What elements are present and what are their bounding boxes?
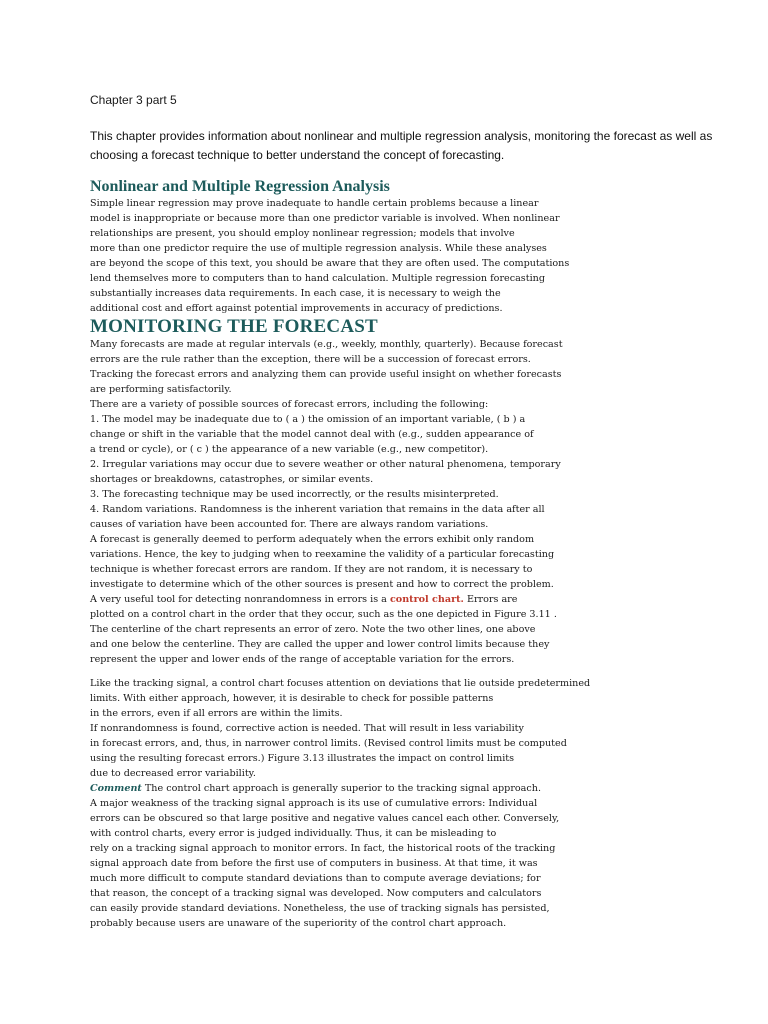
section-heading-nonlinear: Nonlinear and Multiple Regression Analysis xyxy=(90,178,390,195)
text-line: limits. With either approach, however, it is desirable to check for possible patterns xyxy=(90,693,494,704)
text-line: probably because users are unaware of the superiority of the control chart approach. xyxy=(90,918,507,929)
text-line: plotted on a control chart in the order that they occur, such as the one depicted in Figure 3.11 . xyxy=(90,609,557,620)
text-line: a trend or cycle), or ( c ) the appearance of a new variable (e.g., new competitor). xyxy=(90,444,489,455)
chapter-title: Chapter 3 part 5 xyxy=(90,93,177,107)
text-line: Many forecasts are made at regular intervals (e.g., weekly, monthly, quarterly). Because forecast xyxy=(90,339,563,350)
text-line: A forecast is generally deemed to perform adequately when the errors exhibit only random xyxy=(90,534,535,545)
paragraph-gap xyxy=(90,667,730,676)
text-line: signal approach date from before the first use of computers in business. At that time, it was xyxy=(90,858,538,869)
text-line: in the errors, even if all errors are within the limits. xyxy=(90,708,343,719)
text-line: lend themselves more to computers than to hand calculation. Multiple regression forecasting xyxy=(90,273,545,284)
text-line: model is inappropriate or because more than one predictor variable is involved. When nonlinear xyxy=(90,213,560,224)
text-line: errors can be obscured so that large positive and negative values cancel each other. Conversely, xyxy=(90,813,560,824)
text-segment: Errors are xyxy=(463,594,518,605)
control-chart-term: control chart. xyxy=(389,594,464,605)
document-page xyxy=(90,92,730,931)
intro-paragraph: This chapter provides information about nonlinear and multiple regression analysis, monitoring the forecast as well as choosing a forecast technique to better understand the concept of forecasting. xyxy=(90,129,713,162)
text-line: using the resulting forecast errors.) Figure 3.13 illustrates the impact on control limits xyxy=(90,753,515,764)
text-line: represent the upper and lower ends of the range of acceptable variation for the errors. xyxy=(90,654,515,665)
text-line: that reason, the concept of a tracking signal was developed. Now computers and calculators xyxy=(90,888,542,899)
section-body-monitoring xyxy=(90,337,730,931)
text-line: relationships are present, you should employ nonlinear regression; models that involve xyxy=(90,228,515,239)
text-line: causes of variation have been accounted for. There are always random variations. xyxy=(90,519,489,530)
text-line: are performing satisfactorily. xyxy=(90,384,232,395)
section-body-nonlinear xyxy=(90,196,730,316)
text-line: 2. Irregular variations may occur due to severe weather or other natural phenomena, temporary xyxy=(90,459,561,470)
text-line: Like the tracking signal, a control chart focuses attention on deviations that lie outside predetermined xyxy=(90,678,591,689)
comment-label: Comment xyxy=(90,783,142,794)
text-line: are beyond the scope of this text, you should be aware that they are often used. The computations xyxy=(90,258,570,269)
text-line: shortages or breakdowns, catastrophes, or similar events. xyxy=(90,474,374,485)
text-line: change or shift in the variable that the model cannot deal with (e.g., sudden appearance of xyxy=(90,429,534,440)
text-line: rely on a tracking signal approach to monitor errors. In fact, the historical roots of the tracking xyxy=(90,843,556,854)
text-line: in forecast errors, and, thus, in narrower control limits. (Revised control limits must be computed xyxy=(90,738,567,749)
text-line: 4. Random variations. Randomness is the inherent variation that remains in the data after all xyxy=(90,504,545,515)
text-line: Tracking the forecast errors and analyzing them can provide useful insight on whether forecasts xyxy=(90,369,562,380)
text-line: If nonrandomness is found, corrective action is needed. That will result in less variability xyxy=(90,723,524,734)
text-line: 1. The model may be inadequate due to ( a ) the omission of an important variable, ( b ) a xyxy=(90,414,526,425)
text-line: much more difficult to compute standard deviations than to compute average deviations; for xyxy=(90,873,541,884)
text-line: more than one predictor require the use of multiple regression analysis. While these analyses xyxy=(90,243,547,254)
text-line: investigate to determine which of the other sources is present and how to correct the problem. xyxy=(90,579,554,590)
text-line: 3. The forecasting technique may be used incorrectly, or the results misinterpreted. xyxy=(90,489,499,500)
text-line: A major weakness of the tracking signal approach is its use of cumulative errors: Individual xyxy=(90,798,538,809)
text-line: substantially increases data requirements. In each case, it is necessary to weigh the xyxy=(90,288,501,299)
text-line: with control charts, every error is judged individually. Thus, it can be misleading to xyxy=(90,828,497,839)
text-line: due to decreased error variability. xyxy=(90,768,256,779)
text-line: The centerline of the chart represents an error of zero. Note the two other lines, one above xyxy=(90,624,536,635)
text-line: There are a variety of possible sources of forecast errors, including the following: xyxy=(90,399,489,410)
text-segment: The control chart approach is generally superior to the tracking signal approach. xyxy=(141,783,542,794)
section-heading-monitoring: MONITORING THE FORECAST xyxy=(90,316,378,337)
text-line: Simple linear regression may prove inadequate to handle certain problems because a linear xyxy=(90,198,539,209)
text-line: errors are the rule rather than the exception, there will be a succession of forecast errors. xyxy=(90,354,531,365)
text-line: technique is whether forecast errors are random. If they are not random, it is necessary to xyxy=(90,564,533,575)
text-line: and one below the centerline. They are called the upper and lower control limits because they xyxy=(90,639,550,650)
text-line: can easily provide standard deviations. Nonetheless, the use of tracking signals has persisted, xyxy=(90,903,550,914)
comment-line xyxy=(90,781,730,796)
control-chart-line xyxy=(90,592,730,607)
text-segment: A very useful tool for detecting nonrandomness in errors is a xyxy=(90,594,390,605)
text-line: additional cost and effort against potential improvements in accuracy of predictions. xyxy=(90,303,503,314)
text-line: variations. Hence, the key to judging when to reexamine the validity of a particular forecasting xyxy=(90,549,555,560)
